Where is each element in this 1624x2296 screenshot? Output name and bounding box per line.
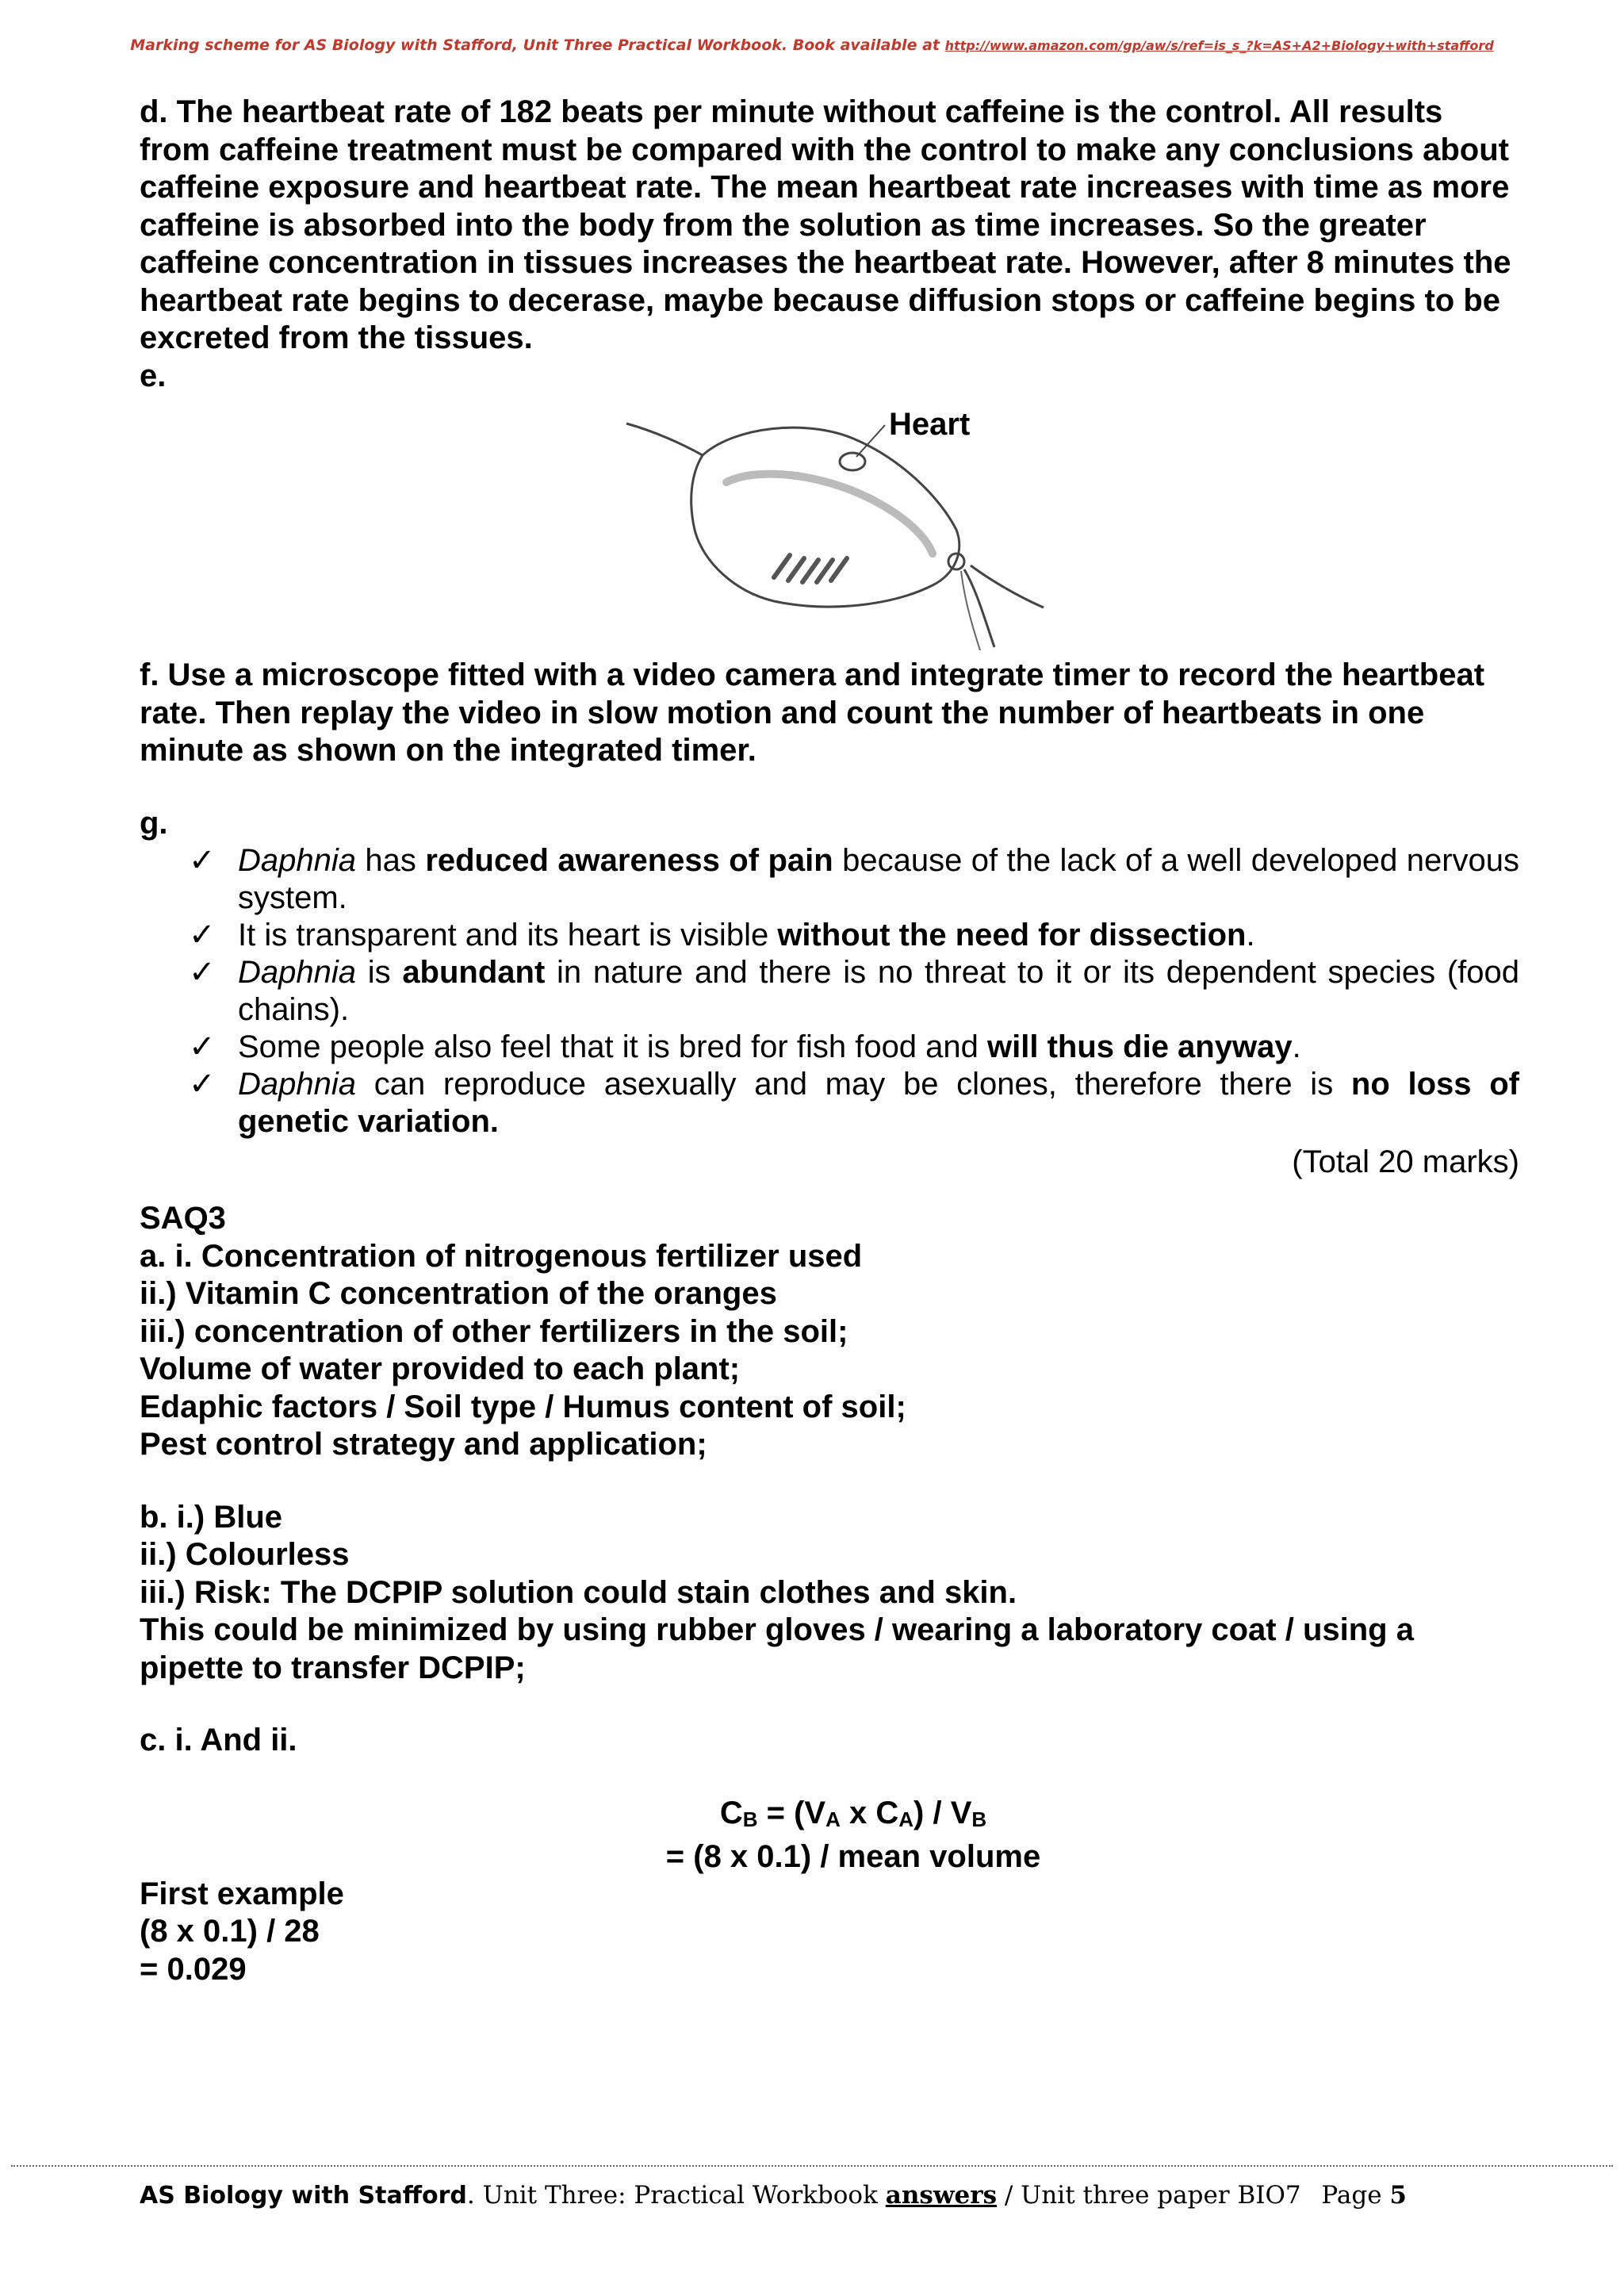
page-footer: AS Biology with Stafford. Unit Three: Practical Workbook answers / Unit three paper BIO7 Page 5 — [140, 2181, 1407, 2210]
saq3-a-line: a. i. Concentration of nitrogenous fertilizer used — [140, 1238, 863, 1274]
formula-line-1: $C_B = (V_A$ x $C_A) / V_B$ — [719, 1795, 987, 1831]
saq3-title: SAQ3 — [140, 1201, 226, 1236]
footer-divider — [11, 2165, 1613, 2167]
answer-e-label: e. — [140, 358, 167, 393]
saq3-c-label: c. i. And ii. — [140, 1723, 297, 1757]
saq3-a-line: iii.) concentration of other fertilizers in the soil; — [140, 1313, 848, 1349]
example-line: (8 x 0.1) / 28 — [140, 1914, 320, 1949]
answer-g-label: g. — [140, 805, 168, 841]
daphnia-figure — [140, 395, 1519, 657]
saq3-a-line: Volume of water provided to each plant; — [140, 1351, 741, 1386]
check-icon: ✓ — [189, 843, 216, 878]
list-item: ✓ It is transparent and its heart is visible without the need for dissection. — [189, 918, 1255, 953]
example-line: = 0.029 — [140, 1951, 247, 1987]
page-header — [0, 36, 1624, 54]
daphnia-diagram — [615, 395, 1059, 657]
page-number: Page 5 — [1321, 2181, 1407, 2210]
total-marks: (Total 20 marks) — [1292, 1144, 1519, 1179]
reasons-list — [140, 842, 1519, 1140]
check-icon: ✓ — [189, 955, 216, 990]
saq3-b-line: iii.) Risk: The DCPIP solution could stain clothes and skin. — [140, 1574, 1017, 1610]
answer-d: d. The heartbeat rate of 182 beats per minute without caffeine is the control. All results from caffeine treatment must be compared with the control to make any conclusions about caffeine exposure and heartbeat rate. The mean heartbeat rate increases with time as more caffeine is absorbed into the body from the solution as time increases. So the greater caffeine concentration in tissues increases the heartbeat rate. However, after 8 minutes the heartbeat rate begins to decerase, maybe because diffusion stops or caffeine begins to be excreted from the tissues. — [140, 94, 1511, 355]
check-icon: ✓ — [189, 1067, 216, 1102]
saq3-a-line: ii.) Vitamin C concentration of the oranges — [140, 1276, 777, 1311]
saq3-a-line: Pest control strategy and application; — [140, 1427, 707, 1462]
amazon-link[interactable]: http://www.amazon.com/gp/aw/s/ref=is_s_?k=AS+A2+Biology+with+stafford — [944, 38, 1494, 53]
page-content — [140, 94, 1519, 1988]
list-item: ✓ Daphnia can reproduce asexually and may be clones, therefore there is no loss of genetic variation. — [189, 1067, 1519, 1139]
heart-label: Heart — [889, 407, 971, 442]
check-icon: ✓ — [189, 1029, 216, 1064]
header-text: Marking scheme for AS Biology with Stafford, Unit Three Practical Workbook. Book available at — [130, 36, 945, 54]
example-line: First example — [140, 1876, 344, 1911]
list-item: ✓ Some people also feel that it is bred for fish food and will thus die anyway. — [189, 1029, 1301, 1064]
footer-book-title: AS Biology with Stafford — [140, 2182, 467, 2210]
check-icon: ✓ — [189, 918, 216, 953]
saq3-b-line: b. i.) Blue — [140, 1499, 282, 1535]
formula-line-2: = (8 x 0.1) / mean volume — [665, 1838, 1041, 1874]
saq3-a-line: Edaphic factors / Soil type / Humus content of soil; — [140, 1389, 906, 1424]
list-item: ✓ Daphnia has reduced awareness of pain because of the lack of a well developed nervous system. — [189, 843, 1520, 915]
saq3-b-line: This could be minimized by using rubber gloves / wearing a laboratory coat / using a pipette to transfer DCPIP; — [140, 1612, 1414, 1685]
saq3-b-line: ii.) Colourless — [140, 1537, 350, 1572]
answer-f: f. Use a microscope fitted with a video camera and integrate timer to record the heartbeat rate. Then replay the video in slow motion and count the number of heartbeats in one minute as shown on the integrated timer. — [140, 657, 1485, 768]
list-item: ✓ Daphnia is abundant in nature and there is no threat to it or its dependent species (food chains). — [189, 955, 1520, 1027]
